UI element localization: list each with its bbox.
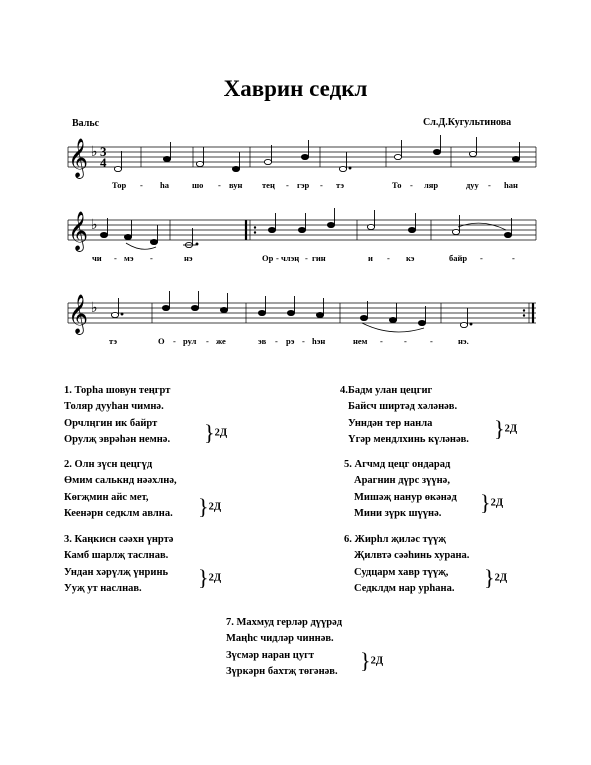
note-quarter [298,227,305,232]
lyric-syllable: рэ [286,336,295,346]
lyric-hyphen: - [173,336,176,346]
note-half [264,159,271,164]
note-quarter [287,310,294,315]
staff-system-2 [0,203,591,273]
brace-glyph: } [204,420,215,445]
verse-7 [226,615,342,681]
repeat-brace [204,420,227,446]
note-quarter [163,156,170,161]
note-dotted-half [460,322,467,327]
lyric-syllable: нэ. [458,336,469,346]
brace-glyph: } [484,565,495,590]
verse-6 [344,532,469,598]
verse-line: 4.Бадм улан цецгиг [340,385,433,396]
verse-line: Зүсмәр наран цугт [226,649,315,661]
note-quarter [100,232,107,237]
treble-clef: 𝄞 [68,296,89,333]
staff-system-1 [0,130,591,200]
note-quarter [220,307,227,312]
lyrics-author: Сл.Д.Кугультинова [423,117,512,128]
lyric-syllable: эв [258,336,267,346]
flat-sign: ♭ [91,145,98,160]
note-quarter [301,154,308,159]
lyric-syllable: дуу [466,180,479,190]
verse-line: Орулҗ эврәһән немнә. [64,434,171,446]
verse-line: 5. Агчмд цецг ондарад [344,459,451,470]
note-quarter [150,239,157,244]
lyric-hyphen: - [305,253,308,263]
lyric-syllable: һа [160,180,169,190]
verse-line: Унндән тер нанла [348,417,433,429]
lyric-syllable: нэ [184,253,193,263]
note-quarter [512,156,519,161]
slur [362,323,424,332]
verse-line: 7. Махмуд герләр дүүрәд [226,617,343,628]
note-dotted-half [339,166,346,171]
repeat-brace [198,565,221,591]
note-half [394,154,401,159]
verse-1 [64,383,170,449]
verse-line: Маңһс чидләр чиннәв. [226,633,334,645]
verse-line: Өмим салькнд нәәхлнә, [64,475,177,487]
lyric-hyphen: - [512,253,515,263]
repeat-dot [254,231,256,233]
lyric-syllable: байр [449,253,468,263]
lyric-syllable: һэн [312,336,326,346]
note-quarter [258,310,265,315]
verse-line: Зүркәрн бахтҗ төгәнәв. [226,666,338,678]
repeat-brace [484,565,507,591]
lyric-hyphen: - [218,180,221,190]
time-signature-bottom: 4 [100,155,107,170]
verse-line: 3. Каңкисн сәәхн үнртә [64,534,174,545]
note-dotted-half [111,312,118,317]
repeat-brace [198,494,221,520]
lyric-hyphen: - [276,253,279,263]
repeat-mark: 2Д [208,501,222,513]
verse-2 [64,457,177,523]
lyric-hyphen: - [150,253,153,263]
note-quarter [418,320,425,325]
lyric-syllable: һан [504,180,518,190]
note-quarter [124,234,131,239]
brace-glyph: } [494,416,505,441]
lyric-hyphen: - [206,336,209,346]
lyric-syllable: мэ [124,253,134,263]
lyric-hyphen: - [430,336,433,346]
lyric-syllable: О [158,336,165,346]
verse-line: Толяр дууһан чимнә. [64,401,164,413]
verse-line: 2. Олн зүсн цецгүд [64,459,153,470]
lyric-hyphen: - [302,336,305,346]
note-quarter [316,312,323,317]
note-quarter [504,232,511,237]
verse-4 [340,383,469,449]
verse-line: Камб шарлҗ таслнав. [64,550,169,562]
repeat-mark: 2Д [504,423,518,435]
repeat-mark: 2Д [214,427,228,439]
lyric-hyphen: - [410,180,413,190]
flat-sign: ♭ [91,218,98,233]
lyric-hyphen: - [480,253,483,263]
note-quarter [408,227,415,232]
brace-glyph: } [198,565,209,590]
repeat-mark: 2Д [208,572,222,584]
repeat-dot [523,309,525,311]
repeat-mark: 2Д [490,497,504,509]
note-quarter [433,149,440,154]
staff-system-3 [0,286,591,356]
treble-clef: 𝄞 [68,140,89,177]
lyric-syllable: и [368,253,373,263]
lyric-syllable: вун [229,180,243,190]
lyric-hyphen: - [320,180,323,190]
lyric-hyphen: - [286,180,289,190]
time-signature-top: 3 [100,144,107,159]
verse-line: 1. Торһа шовун теңгрт [64,385,171,396]
verse-line: Көгҗмин айс мет, [64,491,149,503]
note-half [452,229,459,234]
repeat-brace [360,648,383,674]
verse-line: Арагнин дүрс зүүнә, [354,475,450,487]
lyric-syllable: рул [183,336,197,346]
lyric-hyphen: - [114,253,117,263]
note-quarter [360,315,367,320]
brace-glyph: } [198,494,209,519]
repeat-dot [254,226,256,228]
repeat-mark: 2Д [494,572,508,584]
verse-line: Җилвтә сәәһинь хурана. [354,550,470,562]
note-quarter [232,166,239,171]
lyric-hyphen: - [488,180,491,190]
lyric-hyphen: - [404,336,407,346]
song-title: Хаврин седкл [223,76,368,101]
lyric-syllable: гэр [297,180,310,190]
note-quarter [268,227,275,232]
lyric-syllable: же [216,336,226,346]
lyric-syllable: гин [312,253,326,263]
lyric-syllable: чи [92,253,102,263]
repeat-dot [523,314,525,316]
lyric-hyphen: - [387,253,390,263]
repeat-mark: 2Д [370,655,384,667]
note-quarter [162,305,169,310]
note-quarter [389,317,396,322]
lyric-syllable: То [392,180,402,190]
lyric-syllable: нем [353,336,368,346]
brace-glyph: } [480,490,491,515]
lyric-hyphen: - [275,336,278,346]
lyric-syllable: тэ [109,336,118,346]
verse-3 [64,532,173,598]
lyric-hyphen: - [140,180,143,190]
verse-line: Орчлңгин ик байрт [64,417,158,429]
verse-line: Ундан хәрүлҗ үнринь [64,566,169,578]
verse-line: Кеенәрн седклм авлна. [64,508,173,520]
lyric-syllable: Тор [112,180,127,190]
verse-line: Байсч ширтәд хәләнәв. [348,401,458,413]
verse-line: 6. Жирһл җиләс түүҗ [344,534,446,545]
verse-line: Үгәр мендлхинь күләнәв. [348,434,469,446]
note-quarter [327,222,334,227]
lyric-syllable: Ор [262,253,274,263]
note-half [196,161,203,166]
treble-clef: 𝄞 [68,213,89,250]
verse-line: Ууҗ ут наслнав. [64,583,142,595]
verse-line: Седклдм нар урһана. [354,583,455,595]
flat-sign: ♭ [91,301,98,316]
lyric-syllable: члэң [281,253,300,263]
verse-line: Мини зүрк шүүнә. [354,508,442,520]
lyric-syllable: кэ [406,253,415,263]
repeat-brace [494,416,517,442]
lyric-syllable: шо [192,180,204,190]
note-quarter [191,305,198,310]
lyric-hyphen: - [380,336,383,346]
tie [458,223,506,230]
lyric-syllable: ляр [424,180,439,190]
tempo-marking: Вальс [72,118,100,129]
lyric-syllable: тэ [336,180,345,190]
lyric-syllable: тең [262,180,275,190]
brace-glyph: } [360,648,371,673]
verse-5 [344,457,457,523]
verse-line: Судцарм хавр түүҗ, [354,566,449,578]
note-half [469,151,476,156]
repeat-brace [480,490,503,516]
verse-line: Мишәҗ нанур өкәнәд [354,491,457,503]
note-half [367,224,374,229]
note-half [114,166,121,171]
